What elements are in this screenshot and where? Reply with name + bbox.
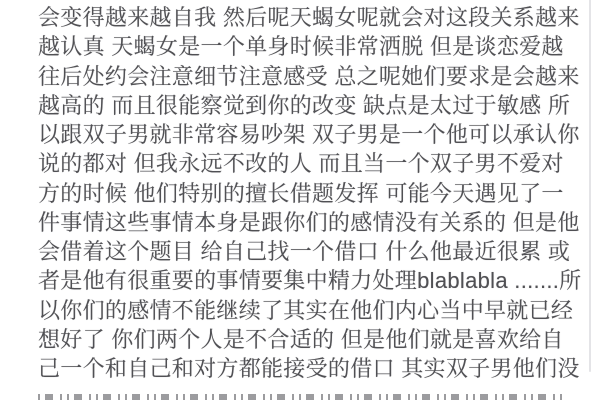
text-line: 往后处约会注意细节注意感受 总之呢她们要求是会越来	[38, 63, 580, 89]
text-line: 以跟双子男就非常容易吵架 双子男是一个他可以承认你	[38, 122, 580, 147]
text-line: 己一个和自己和对方都能接受的借口 其实双子男他们没	[38, 356, 580, 381]
text-line: 想好了 你们两个人是不合适的 但是他们就是喜欢给自	[38, 326, 564, 352]
paragraph-text	[38, 3, 582, 383]
text-line: 会变得越来越自我 然后呢天蝎女呢就会对这段关系越来	[38, 5, 580, 30]
scrollbar[interactable]	[589, 0, 591, 372]
text-line: 以你们的感情不能继续了其实在他们内心当中早就已经	[38, 297, 574, 323]
text-line: 方的时候 他们特别的擅长借题发挥 可能今天遇见了一	[38, 180, 564, 206]
text-line: 说的都对 但我永远不改的人 而且当一个双子男不爱对	[38, 151, 564, 177]
text-line: 者是他有很重要的事情要集中精力处理blablabla .......所	[38, 268, 582, 294]
text-line: 会借着这个题目 给自己找一个借口 什么他最近很累 或	[38, 239, 571, 264]
text-line: 越认真 天蝎女是一个单身时候非常洒脱 但是谈恋爱越	[38, 34, 564, 60]
text-line: 越高的 而且很能察觉到你的改变 缺点是太过于敏感 所	[38, 92, 571, 118]
clipped-next-line	[38, 394, 565, 400]
text-line: 件事情这些事情本身是跟你们的感情没有关系的 但是他	[38, 209, 580, 235]
